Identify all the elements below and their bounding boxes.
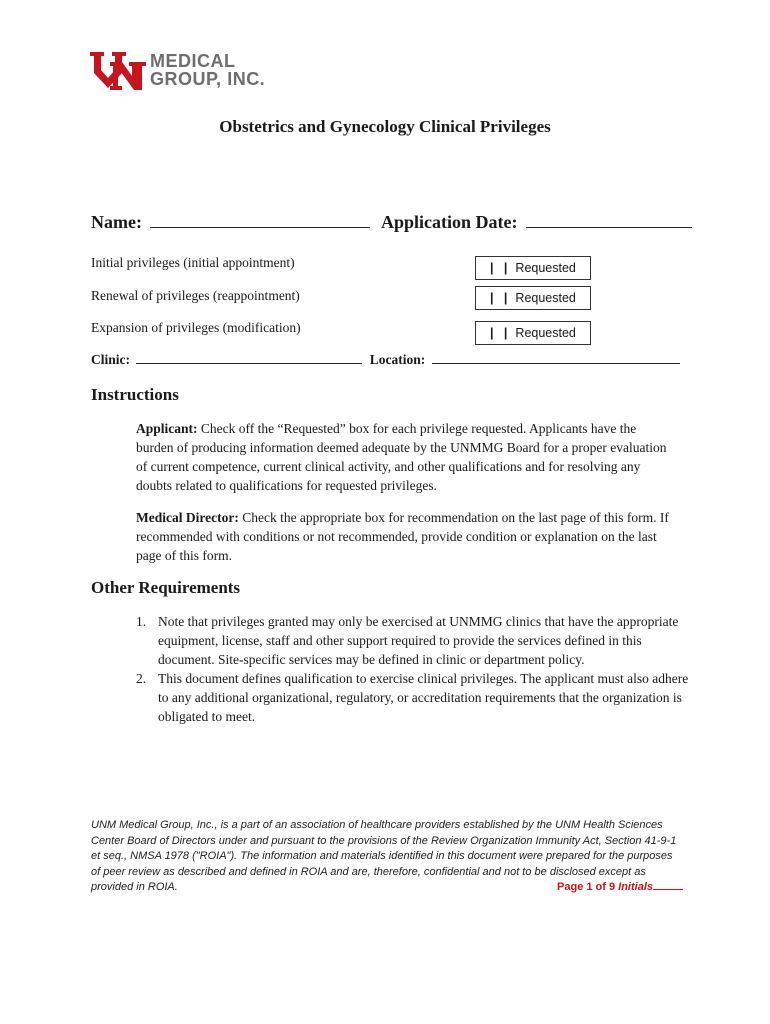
- name-label: Name:: [91, 212, 142, 232]
- footer-text: UNM Medical Group, Inc., is a part of an association of healthcare providers established by the UNM Health Sciences Center Board of Directors under and pursuant to the provisions of the Review Organization Immunity Act, Section 41-9-1 et seq., NMSA 1978 ("ROIA"). The information and materials identified in this document were prepared for the purposes of peer review as described and defined in ROIA and are, therefore, confidential and not to be disclosed except as provided in ROIA.: [91, 819, 677, 893]
- applicant-instructions: [136, 419, 676, 495]
- unm-medical-group-logo: [88, 48, 288, 94]
- list-number: 1.: [136, 614, 147, 629]
- page-number: Page 1 of 9: [557, 881, 616, 893]
- list-number: 2.: [136, 671, 147, 686]
- privilege-label-initial: Initial privileges (initial appointment): [91, 255, 295, 270]
- name-row: [91, 212, 692, 233]
- privilege-label-renewal: Renewal of privileges (reappointment): [91, 288, 300, 303]
- clinic-row: [91, 351, 680, 368]
- checkbox-icon: | |: [490, 291, 508, 305]
- svg-text:UNM: UNM: [88, 48, 91, 49]
- requested-checkbox-initial[interactable]: [475, 256, 591, 280]
- requested-label: Requested: [515, 291, 576, 305]
- logo-line-1: MEDICAL: [150, 51, 236, 71]
- application-date-field[interactable]: [526, 212, 692, 228]
- requested-label: Requested: [515, 326, 576, 340]
- other-requirements-heading: Other Requirements: [91, 578, 241, 597]
- director-instructions: [136, 508, 676, 565]
- unm-logo-icon: [88, 48, 148, 92]
- list-item: [136, 612, 698, 669]
- name-field[interactable]: [150, 212, 370, 228]
- initials-label: Initials: [618, 881, 653, 893]
- confidentiality-footer: [91, 818, 683, 896]
- applicant-label: Applicant:: [136, 421, 198, 436]
- applicant-text: Check off the “Requested” box for each privilege requested. Applicants have the burden of producing information deemed adequate by the UNMMG Board for a proper evaluation of current competence, current clinical activity, and other qualifications and for resolving any doubts related to qualifications for requested privileges.: [136, 421, 667, 493]
- initials-field[interactable]: [653, 879, 683, 890]
- checkbox-icon: | |: [490, 261, 508, 275]
- requirements-list: [136, 612, 698, 726]
- requested-checkbox-renewal[interactable]: [475, 286, 591, 310]
- director-text: Check the appropriate box for recommendation on the last page of this form. If recommended with conditions or not recommended, provide condition or explanation on the last page of this form.: [136, 510, 669, 563]
- clinic-label: Clinic:: [91, 352, 130, 367]
- page-indicator: [557, 879, 683, 896]
- logo-line-2: GROUP, INC.: [150, 69, 266, 89]
- application-date-label: Application Date:: [380, 212, 518, 232]
- location-field[interactable]: [432, 351, 680, 364]
- requested-checkbox-expansion[interactable]: [475, 321, 591, 345]
- instructions-heading: Instructions: [91, 385, 179, 404]
- location-label: Location:: [369, 352, 426, 367]
- checkbox-icon: | |: [490, 326, 508, 340]
- privilege-label-expansion: Expansion of privileges (modification): [91, 320, 301, 335]
- logo-wordmark: [150, 52, 265, 88]
- list-text: Note that privileges granted may only be exercised at UNMMG clinics that have the appropriate equipment, license, staff and other support required to provide the services defined in this document. Site-specific services may be defined in clinic or department policy.: [158, 614, 679, 667]
- requested-label: Requested: [515, 261, 576, 275]
- director-label: Medical Director:: [136, 510, 239, 525]
- list-item: [136, 669, 698, 726]
- list-text: This document defines qualification to exercise clinical privileges. The applicant must also adhere to any additional organizational, regulatory, or accreditation requirements that the organization is obligated to meet.: [158, 671, 689, 724]
- page-title: Obstetrics and Gynecology Clinical Privileges: [219, 117, 551, 136]
- clinic-field[interactable]: [136, 351, 362, 364]
